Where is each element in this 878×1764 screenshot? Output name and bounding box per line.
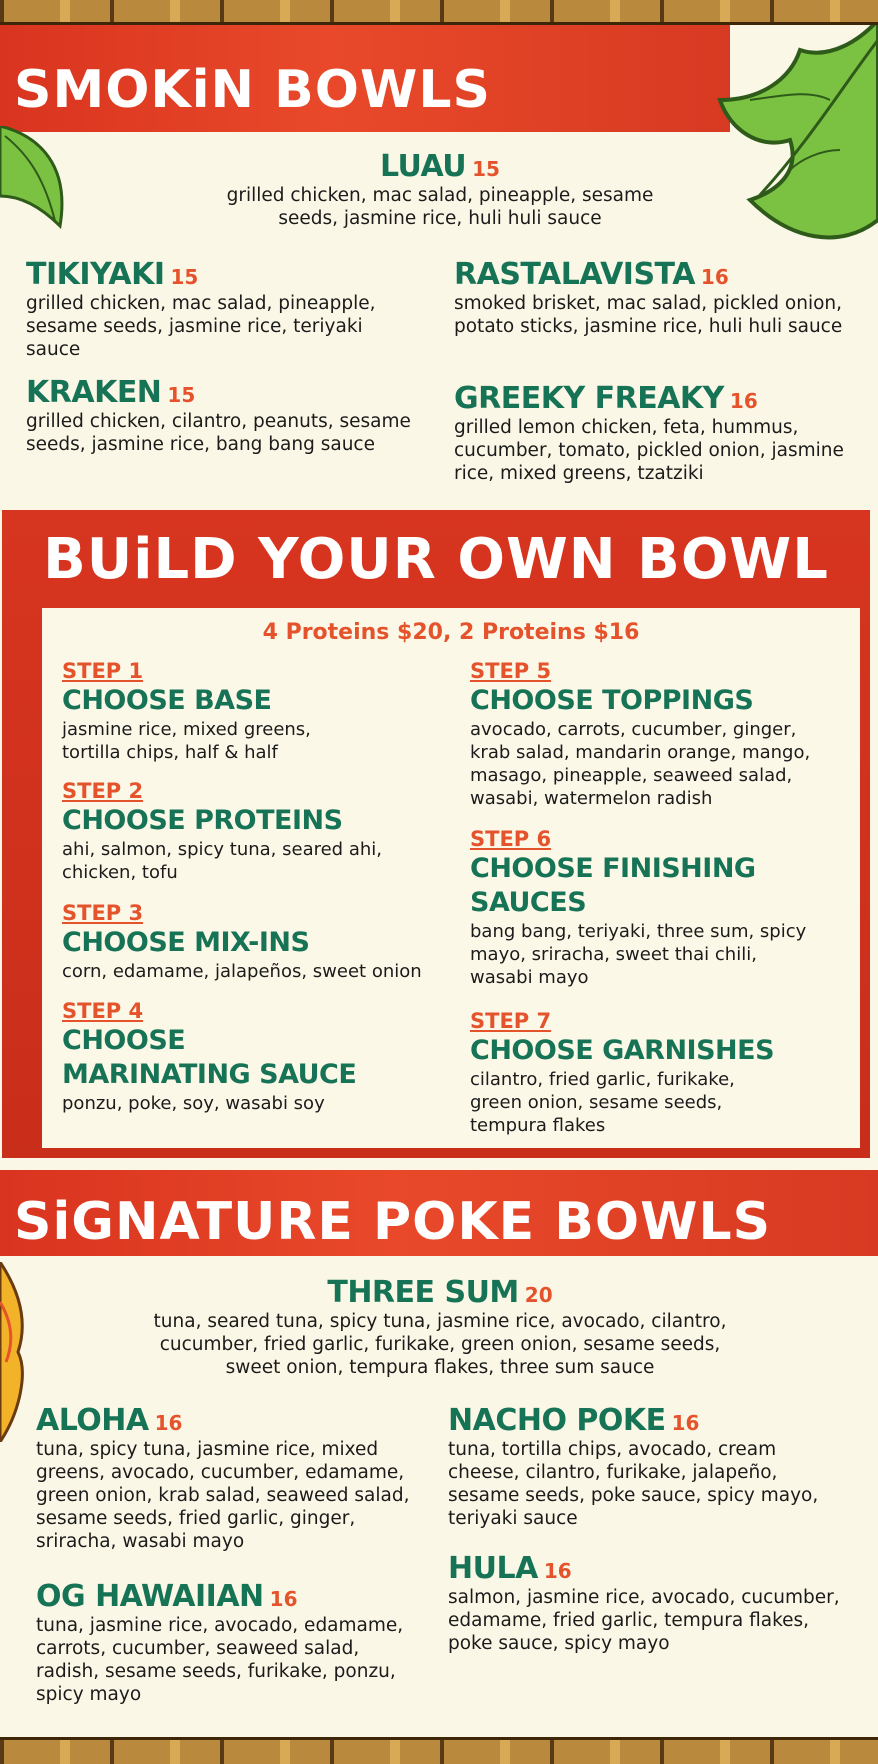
- step-desc: ahi, salmon, spicy tuna, seared ahi, chicken, tofu: [62, 839, 382, 883]
- step-label: STEP 3: [62, 901, 144, 925]
- step-desc: jasmine rice, mixed greens, tortilla chips, half & half: [62, 719, 311, 763]
- item-name: HULA: [448, 1551, 538, 1586]
- step-heading: CHOOSE GARNISHES: [470, 1035, 775, 1066]
- section-title: SiGNATURE POKE BOWLS: [14, 1192, 772, 1252]
- menu-item-greeky-freaky: [454, 382, 874, 485]
- item-name: GREEKY FREAKY: [454, 381, 724, 416]
- step-desc: ponzu, poke, soy, wasabi soy: [62, 1093, 325, 1114]
- palm-leaf-right-icon: [690, 20, 878, 250]
- step-label: STEP 1: [62, 659, 144, 683]
- menu-item-hula: [448, 1552, 868, 1655]
- item-name: RASTALAVISTA: [454, 257, 695, 292]
- item-name: TIKIYAKI: [26, 257, 165, 292]
- item-desc: tuna, seared tuna, spicy tuna, jasmine rice, avocado, cilantro, cucumber, fried garlic, furikake, green onion, sesame seeds, sweet onion, tempura flakes, three sum sauce: [153, 1311, 727, 1378]
- step-3: [62, 900, 442, 983]
- smokin-bowls-banner: [0, 24, 730, 132]
- menu-item-og-hawaiian: [36, 1580, 436, 1706]
- menu-item-kraken: [26, 376, 446, 456]
- section-title: BUiLD YOUR OWN BOWL: [43, 527, 829, 592]
- tiki-flame-icon: [0, 1262, 28, 1442]
- item-name: KRAKEN: [26, 375, 162, 410]
- step-label: STEP 5: [470, 659, 552, 683]
- item-desc: grilled chicken, mac salad, pineapple, sesame seeds, jasmine rice, teriyaki sauce: [26, 293, 376, 360]
- menu-item-aloha: [36, 1404, 436, 1553]
- step-2: [62, 778, 422, 884]
- item-name: OG HAWAIIAN: [36, 1579, 264, 1614]
- menu-item-luau: [190, 150, 690, 230]
- step-heading: CHOOSE PROTEINS: [62, 805, 343, 836]
- palm-leaf-left-icon: [0, 126, 70, 236]
- bamboo-border-top: [0, 0, 878, 25]
- step-heading: CHOOSE TOPPINGS: [470, 685, 754, 716]
- step-1: [62, 658, 422, 764]
- pricing-subtitle: 4 Proteins $20, 2 Proteins $16: [262, 620, 640, 645]
- item-price: 16: [671, 1411, 700, 1435]
- step-heading: CHOOSE BASE: [62, 685, 272, 716]
- section-title: SMOKiN BOWLS: [14, 60, 491, 120]
- step-desc: cilantro, fried garlic, furikake, green onion, sesame seeds, tempura flakes: [470, 1069, 735, 1136]
- item-desc: smoked brisket, mac salad, pickled onion, potato sticks, jasmine rice, huli huli sauce: [454, 293, 843, 337]
- step-heading: CHOOSE FINISHING SAUCES: [470, 853, 756, 918]
- signature-poke-banner: [0, 1170, 878, 1256]
- item-price: 16: [543, 1559, 572, 1583]
- item-desc: salmon, jasmine rice, avocado, cucumber, edamame, fried garlic, tempura flakes, poke sauce, spicy mayo: [448, 1587, 840, 1654]
- item-desc: tuna, spicy tuna, jasmine rice, mixed greens, avocado, cucumber, edamame, green onion, krab salad, seaweed salad, sesame seeds, fried garlic, ginger, sriracha, wasabi mayo: [36, 1439, 410, 1552]
- step-6: [470, 826, 840, 989]
- item-price: 16: [154, 1411, 183, 1435]
- item-price: 15: [167, 383, 196, 407]
- bamboo-border-bottom: [0, 1737, 878, 1764]
- menu-item-rastalavista: [454, 258, 874, 338]
- item-desc: grilled lemon chicken, feta, hummus, cucumber, tomato, pickled onion, jasmine rice, mixed greens, tzatziki: [454, 417, 844, 484]
- item-price: 15: [472, 157, 500, 181]
- item-name: NACHO POKE: [448, 1403, 666, 1438]
- item-desc: grilled chicken, cilantro, peanuts, sesame seeds, jasmine rice, bang bang sauce: [26, 411, 411, 455]
- menu-item-nacho-poke: [448, 1404, 868, 1530]
- item-name: ALOHA: [36, 1403, 149, 1438]
- item-price: 16: [269, 1587, 298, 1611]
- step-7: [470, 1008, 840, 1137]
- item-name: LUAU: [380, 149, 467, 184]
- item-name: THREE SUM: [327, 1275, 519, 1310]
- menu-item-three-sum: [120, 1276, 760, 1379]
- step-desc: bang bang, teriyaki, three sum, spicy mayo, sriracha, sweet thai chili, wasabi mayo: [470, 921, 807, 988]
- item-desc: tuna, jasmine rice, avocado, edamame, carrots, cucumber, seaweed salad, radish, sesame seeds, furikake, ponzu, spicy mayo: [36, 1615, 404, 1705]
- step-4: [62, 998, 422, 1115]
- step-desc: avocado, carrots, cucumber, ginger, krab salad, mandarin orange, mango, masago, pineapple, seaweed salad, wasabi, watermelon radish: [470, 719, 811, 809]
- step-desc: corn, edamame, jalapeños, sweet onion: [62, 961, 422, 982]
- item-desc: tuna, tortilla chips, avocado, cream cheese, cilantro, furikake, jalapeño, sesame seeds, poke sauce, spicy mayo, teriyaki sauce: [448, 1439, 819, 1529]
- step-label: STEP 6: [470, 827, 552, 851]
- step-label: STEP 7: [470, 1009, 552, 1033]
- step-heading: CHOOSE MIX-INS: [62, 927, 310, 958]
- item-desc: grilled chicken, mac salad, pineapple, sesame seeds, jasmine rice, huli huli sauce: [226, 185, 654, 229]
- build-steps-panel: [42, 608, 860, 1148]
- menu-item-tikiyaki: [26, 258, 426, 361]
- build-your-own-section: [2, 510, 870, 1158]
- item-price: 16: [729, 389, 758, 413]
- step-label: STEP 4: [62, 999, 144, 1023]
- step-heading: CHOOSE MARINATING SAUCE: [62, 1025, 357, 1090]
- step-5: [470, 658, 840, 810]
- step-label: STEP 2: [62, 779, 144, 803]
- item-price: 16: [700, 265, 729, 289]
- item-price: 15: [170, 265, 199, 289]
- item-price: 20: [524, 1283, 553, 1307]
